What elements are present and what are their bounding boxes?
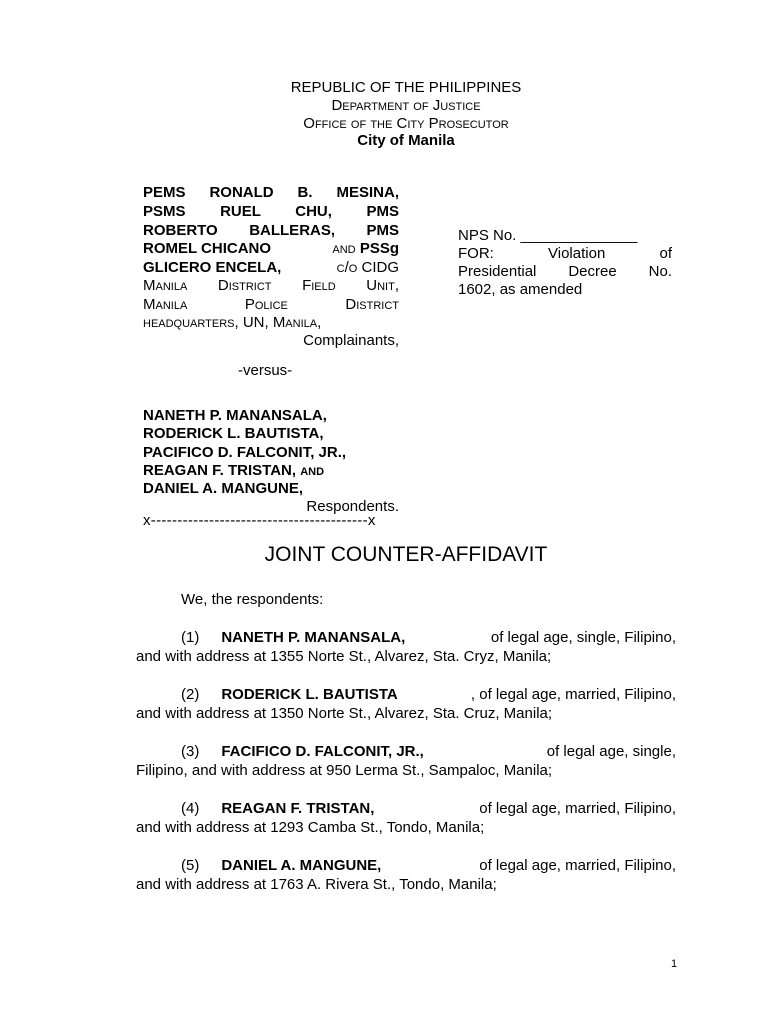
respondent-name: DANIEL A. MANGUNE,: [221, 857, 382, 874]
header-city: City of Manila: [357, 132, 455, 149]
page-number: 1: [671, 958, 678, 970]
header-department: Department of Justice: [331, 97, 481, 114]
complainant-line-2: PSMS RUEL CHU, PMS: [143, 203, 399, 220]
respondent-5: DANIEL A. MANGUNE,: [143, 480, 304, 497]
paragraph-number: (5): [181, 857, 200, 874]
complainant-unit-3: headquarters, UN, Manila,: [143, 314, 322, 331]
respondent-name: REAGAN F. TRISTAN,: [221, 800, 375, 817]
header-republic: REPUBLIC OF THE PHILIPPINES: [290, 79, 522, 96]
respondent-2: RODERICK L. BAUTISTA,: [143, 425, 324, 442]
complainant-unit-2: Manila Police District: [143, 296, 399, 313]
case-for-line-2: Presidential Decree No.: [458, 263, 672, 280]
nps-number: NPS No. ______________: [458, 227, 638, 244]
respondent-name: RODERICK L. BAUTISTA: [221, 686, 398, 703]
complainant-line-3: ROBERTO BALLERAS, PMS: [143, 222, 399, 239]
conjunction: and: [300, 462, 325, 479]
respondent-details: , of legal age, married, Filipino,: [470, 686, 676, 703]
respondents-label: Respondents.: [306, 498, 399, 515]
paragraph-number: (1): [181, 629, 200, 646]
case-for-line-1: FOR: Violation of: [458, 245, 672, 262]
complainant-line-5: [143, 258, 399, 277]
respondent-details: of legal age, single, Filipino,: [490, 629, 676, 646]
complainants-label: Complainants,: [303, 332, 399, 349]
respondent-1: NANETH P. MANANSALA,: [143, 407, 327, 424]
respondent-name: FACIFICO D. FALCONIT, JR.,: [221, 743, 424, 760]
versus-label: -versus-: [238, 362, 293, 379]
respondent-details: of legal age, married, Filipino,: [479, 857, 676, 874]
respondent-paragraph-4-line-1: [181, 799, 676, 818]
complainant-unit-1: Manila District Field Unit,: [143, 277, 399, 294]
respondent-paragraph-2-line-1: [181, 685, 676, 704]
document-title: JOINT COUNTER-AFFIDAVIT: [264, 543, 548, 566]
intro-text: We, the respondents:: [181, 591, 324, 608]
respondent-4-line: [143, 461, 324, 480]
respondent-paragraph-2-line-2: and with address at 1350 Norte St., Alvarez, Sta. Cruz, Manila;: [136, 705, 553, 722]
respondent-4: REAGAN F. TRISTAN,: [143, 462, 297, 479]
caption-separator: x-----------------------------------------x: [143, 512, 376, 529]
complainant-name: ROMEL CHICANO: [143, 240, 272, 257]
paragraph-number: (3): [181, 743, 200, 760]
respondent-paragraph-1-line-2: and with address at 1355 Norte St., Alvarez, Sta. Cryz, Manila;: [136, 648, 552, 665]
complainant-line-4: [143, 239, 399, 258]
complainant-rank: PSSg: [359, 240, 399, 257]
respondent-paragraph-3-line-1: [181, 742, 676, 761]
respondent-details: of legal age, single,: [546, 743, 676, 760]
respondent-name: NANETH P. MANANSALA,: [221, 629, 406, 646]
header-office: Office of the City Prosecutor: [303, 115, 509, 132]
case-for-line-3: 1602, as amended: [458, 281, 583, 298]
complainant-line-1: PEMS RONALD B. MESINA,: [143, 184, 399, 201]
paragraph-number: (4): [181, 800, 200, 817]
respondent-paragraph-3-line-2: Filipino, and with address at 950 Lerma St., Sampaloc, Manila;: [136, 762, 553, 779]
complainant-name: GLICERO ENCELA,: [143, 259, 282, 276]
complainant-care-of: c/o CIDG: [336, 259, 399, 276]
respondent-paragraph-5-line-1: [181, 856, 676, 875]
respondent-details: of legal age, married, Filipino,: [479, 800, 676, 817]
respondent-3: PACIFICO D. FALCONIT, JR.,: [143, 444, 347, 461]
respondent-paragraph-4-line-2: and with address at 1293 Camba St., Tondo, Manila;: [136, 819, 485, 836]
respondent-paragraph-1-line-1: [181, 628, 676, 647]
paragraph-number: (2): [181, 686, 200, 703]
conjunction: and: [332, 240, 356, 257]
respondent-paragraph-5-line-2: and with address at 1763 A. Rivera St., Tondo, Manila;: [136, 876, 497, 893]
